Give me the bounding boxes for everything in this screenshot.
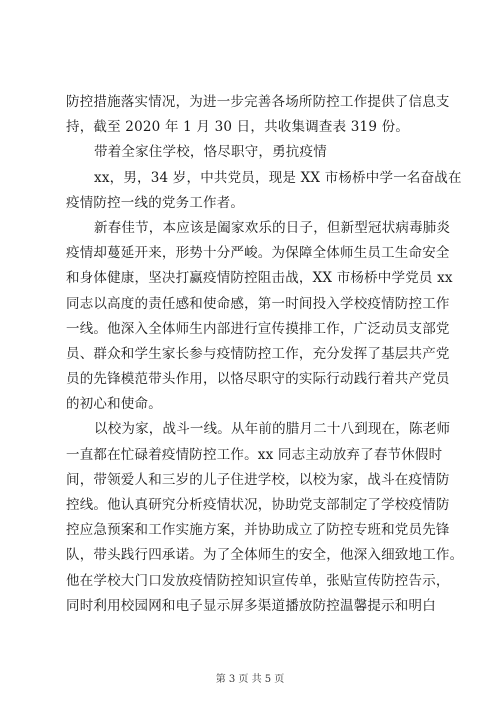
text-line: 和身体健康，坚决打赢疫情防控阻击战，XX 市杨桥中学党员 xx	[66, 270, 453, 287]
text-line: 防控措施落实情况，为进一步完善各场所防控工作提供了信息支	[66, 94, 450, 110]
text-line: 疫情却蔓延开来，形势十分严峻。为保障全体师生员工生命安全	[66, 245, 450, 262]
text-line: 间，带领爱人和三岁的儿子住进学校，以校为家，战斗在疫情防	[66, 471, 450, 488]
text-line: 一线。他深入全体师生内部进行宣传摸排工作，广泛动员支部党	[66, 320, 450, 337]
text-line: 的初心和使命。	[66, 396, 162, 413]
text-line: 控线。他认真研究分析疫情状况，协助党支部制定了学校疫情防	[66, 497, 450, 513]
text-line: 同志以高度的责任感和使命感，第一时间投入学校疫情防控工作	[66, 295, 450, 312]
text-line: 队，带头践行四承诺。为了全体师生的安全，他深入细致地工作。	[66, 547, 464, 564]
text-line: 持，截至 2020 年 1 月 30 日，共收集调查表 319 份。	[66, 119, 410, 136]
text-line: 新春佳节，本应该是阖家欢乐的日子，但新型冠状病毒肺炎	[94, 219, 451, 236]
text-line: 同时利用校园网和电子显示屏多渠道播放防控温馨提示和明白	[66, 597, 436, 614]
text-line: 控应急预案和工作实施方案，并协助成立了防控专班和党员先锋	[66, 522, 450, 539]
text-line: 员的先锋模范带头作用，以恪尽职守的实际行动践行着共产党员	[66, 371, 450, 388]
text-line: 以校为家，战斗一线。从年前的腊月二十八到现在，陈老师	[94, 421, 451, 438]
text-line: 一直都在忙碌着疫情防控工作。xx 同志主动放弃了春节休假时	[66, 446, 443, 463]
text-line: xx，男，34 岁，中共党员，现是 XX 市杨桥中学一名奋战在	[94, 169, 462, 186]
text-line: 员、群众和学生家长参与疫情防控工作，充分发挥了基层共产党	[66, 345, 450, 362]
text-line: 疫情防控一线的党务工作者。	[66, 194, 245, 211]
page-footer: 第 3 页 共 5 页	[215, 674, 285, 685]
text-line: 他在学校大门口发放疫情防控知识宣传单，张贴宣传防控告示，	[66, 572, 450, 589]
body-text	[66, 90, 464, 619]
section-heading: 带着全家住学校，恪尽职守，勇抗疫情	[94, 144, 327, 161]
